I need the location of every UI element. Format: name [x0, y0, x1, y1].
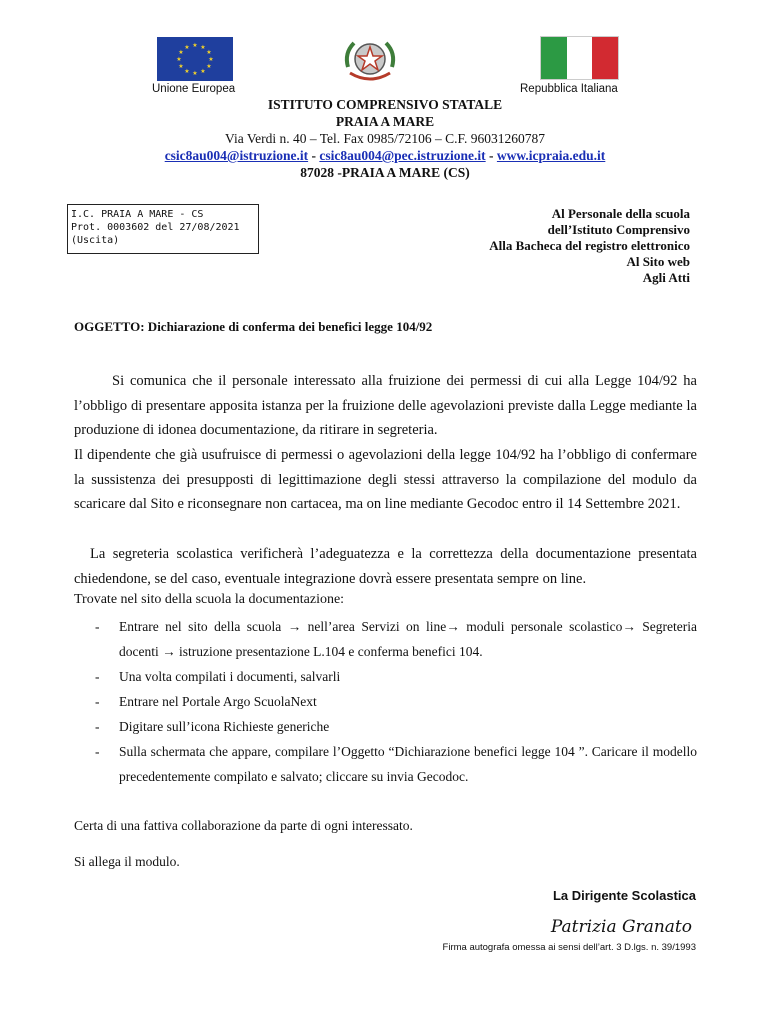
italian-republic-emblem-icon — [340, 33, 400, 89]
svg-text:★: ★ — [192, 70, 198, 77]
recipient-line: Al Personale della scuola — [551, 206, 690, 221]
list-bullet: - — [95, 719, 100, 734]
body-paragraph-3: La segreteria scolastica verificherà l’adeguatezza e la correttezza della documentazione presentata chiedendone, se del caso, eventuale integrazione dovrà essere presentata sempre on line. — [74, 546, 697, 587]
letterhead — [0, 96, 770, 181]
closing-line: Certa di una fattiva collaborazione da parte di ogni interessato. — [74, 818, 413, 833]
svg-text:★: ★ — [192, 42, 198, 49]
eu-flag-icon — [157, 37, 233, 81]
svg-text:★: ★ — [206, 49, 212, 56]
recipient-line: Alla Bacheca del registro elettronico — [489, 238, 690, 253]
recipients-block — [489, 206, 690, 286]
subject-line: OGGETTO: Dichiarazione di conferma dei benefici legge 104/92 — [74, 319, 433, 334]
signature-note: Firma autografa omessa ai sensi dell’art. 3 D.lgs. n. 39/1993 — [442, 942, 696, 953]
italian-flag-icon — [540, 36, 619, 80]
city-line: 87028 -PRAIA A MARE (CS) — [300, 165, 470, 180]
step-text: Entrare nel Portale Argo ScuolaNext — [119, 694, 317, 709]
town-name: PRAIA A MARE — [335, 114, 435, 129]
separator: - — [485, 148, 497, 163]
eu-label: Unione Europea — [152, 83, 236, 95]
protocol-stamp — [67, 204, 259, 254]
list-bullet: - — [95, 744, 100, 759]
list-bullet: - — [95, 694, 100, 709]
svg-text:★: ★ — [200, 44, 206, 51]
recipient-line: dell’Istituto Comprensivo — [547, 222, 690, 237]
recipient-line: Agli Atti — [642, 270, 690, 285]
address-line: Via Verdi n. 40 – Tel. Fax 0985/72106 – C.F. 96031260787 — [225, 131, 545, 146]
list-item — [74, 689, 697, 714]
recipient-line: Al Sito web — [626, 254, 690, 269]
list-item — [74, 664, 697, 689]
step-text: Una volta compilati i documenti, salvarli — [119, 669, 341, 684]
contact-links — [0, 147, 770, 164]
svg-text:★: ★ — [206, 63, 212, 70]
attachment-note: Si allega il modulo. — [74, 854, 180, 869]
pec-email-link[interactable]: csic8au004@pec.istruzione.it — [319, 148, 486, 163]
step-text: Digitare sull’icona Richieste generiche — [119, 719, 330, 734]
stamp-line-3: (Uscita) — [71, 235, 120, 246]
svg-text:★: ★ — [184, 44, 190, 51]
separator: - — [308, 148, 320, 163]
list-bullet: - — [95, 669, 100, 684]
signature: Patrizia Granato — [550, 917, 692, 937]
list-bullet: - — [95, 619, 100, 634]
email-link[interactable]: csic8au004@istruzione.it — [164, 148, 309, 163]
svg-text:★: ★ — [178, 63, 184, 70]
body-paragraph-1: Si comunica che il personale interessato alla fruizione dei permessi di cui alla Legge 104/92 ha l’obbligo di presentare apposita istanza per la fruizione delle agevolazioni previste dalla Legge mediante la produzione di idonea documentazione, da ritirare in segreteria. — [74, 373, 697, 438]
svg-text:★: ★ — [208, 56, 214, 63]
list-item — [74, 614, 697, 664]
list-item — [74, 739, 697, 789]
signer-title: La Dirigente Scolastica — [552, 888, 696, 903]
stamp-line-1: I.C. PRAIA A MARE - CS — [71, 209, 204, 220]
instructions-intro: Trovate nel sito della scuola la documentazione: — [74, 592, 345, 607]
svg-text:★: ★ — [176, 56, 182, 63]
steps-list — [74, 614, 697, 789]
institute-name: ISTITUTO COMPRENSIVO STATALE — [267, 97, 503, 112]
list-item — [74, 714, 697, 739]
step-text: Sulla schermata che appare, compilare l’Oggetto “Dichiarazione benefici legge 104 ”. Caricare il modello precedentemente compilato e salvato; cliccare su invia Gecodoc. — [119, 744, 697, 784]
step-text: Entrare nel sito della scuola → nell’area Servizi on line→ moduli personale scolastico→ Segreteria docenti → istruzione presentazione L.104 e conferma benefici 104. — [119, 619, 697, 659]
svg-text:★: ★ — [178, 49, 184, 56]
stamp-line-2: Prot. 0003602 del 27/08/2021 — [71, 222, 240, 233]
website-link[interactable]: www.icpraia.edu.it — [496, 148, 606, 163]
it-label: Repubblica Italiana — [520, 83, 618, 95]
body-paragraph-2: Il dipendente che già usufruisce di permessi o agevolazioni della legge 104/92 ha l’obbligo di confermare la sussistenza dei presupposti di legittimazione degli stessi attraverso la compilazione del modulo da scaricare dal Sito e riconsegnare non cartacea, ma on line mediante Gecodoc entro il 14 Settembre 2021. — [74, 447, 697, 512]
svg-text:★: ★ — [200, 68, 206, 75]
svg-text:★: ★ — [184, 68, 190, 75]
